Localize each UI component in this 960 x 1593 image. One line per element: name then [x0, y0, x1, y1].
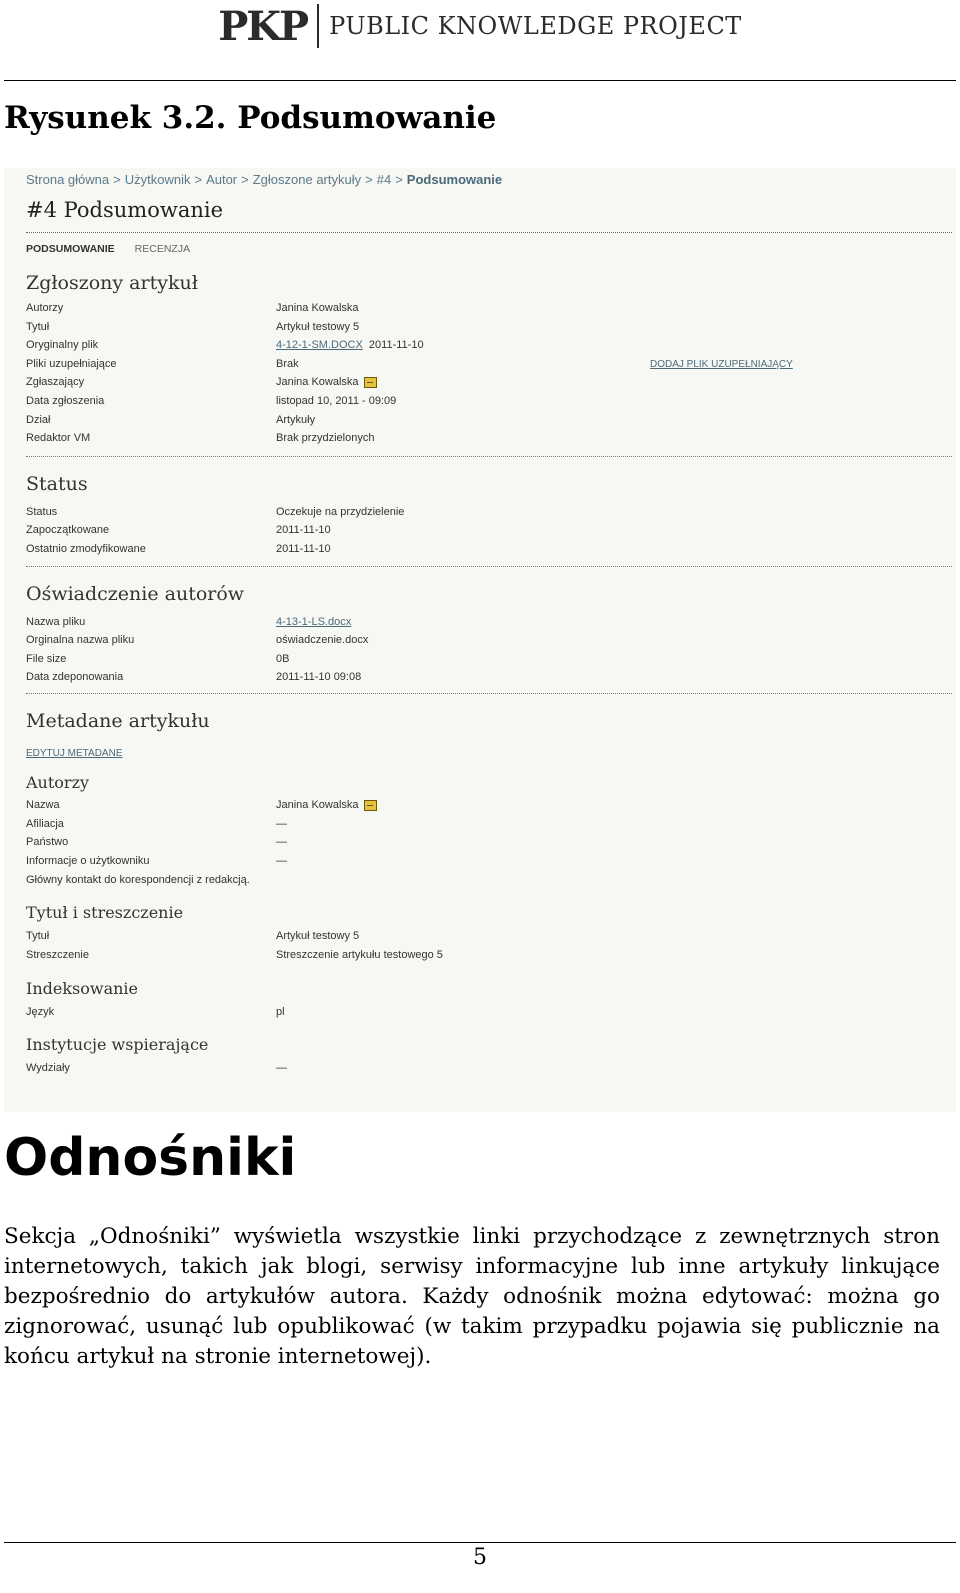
row-value: Brak — [276, 358, 299, 370]
row-label: Streszczenie — [26, 949, 89, 961]
row-value: Janina Kowalska — [276, 376, 359, 388]
pkp-logo-mark: PKP — [218, 2, 308, 50]
row-value: Janina Kowalska — [276, 302, 359, 314]
info-row — [26, 376, 936, 394]
divider — [26, 456, 952, 457]
figure-caption: Rysunek 3.2. Podsumowanie — [4, 100, 497, 136]
info-row — [26, 653, 936, 671]
row-value: Janina Kowalska — [276, 799, 359, 811]
subheading-indexing: Indeksowanie — [26, 979, 138, 998]
info-row — [26, 930, 936, 948]
row-value: 2011-11-10 — [276, 543, 331, 555]
row-label: Status — [26, 506, 58, 518]
page-header — [0, 0, 960, 52]
row-label: Autorzy — [26, 302, 64, 314]
row-value: 2011-11-10 09:08 — [276, 671, 362, 683]
divider — [26, 693, 952, 694]
original-file-link[interactable]: 4-12-1-SM.DOCX — [276, 339, 363, 351]
row-value: — — [276, 1062, 287, 1074]
info-row — [26, 1062, 936, 1080]
row-value: 0B — [276, 653, 290, 665]
breadcrumb-sep: > — [113, 172, 121, 187]
row-label: Afiliacja — [26, 818, 64, 830]
row-label: Nazwa pliku — [26, 616, 86, 628]
info-row — [26, 836, 936, 854]
main-contact-text: Główny kontakt do korespondencji z redakcją. — [26, 874, 250, 886]
row-label: Tytuł — [26, 930, 50, 942]
page-number: 5 — [473, 1545, 487, 1570]
breadcrumb-id[interactable]: #4 — [376, 172, 392, 187]
row-label: Ostatnio zmodyfikowane — [26, 543, 146, 555]
row-value: oświadczenie.docx — [276, 634, 369, 646]
info-row — [26, 543, 936, 561]
tab-summary[interactable]: PODSUMOWANIE — [26, 243, 115, 255]
email-icon[interactable] — [364, 800, 377, 811]
info-row — [26, 432, 936, 450]
tab-bar — [26, 243, 190, 255]
subheading-authors: Autorzy — [26, 773, 90, 792]
add-supp-file-link[interactable]: DODAJ PLIK UZUPEŁNIAJĄCY — [650, 359, 793, 370]
section-heading-status: Status — [26, 473, 88, 495]
page-title: #4 Podsumowanie — [26, 198, 224, 222]
row-label: Dział — [26, 414, 51, 426]
info-row — [26, 671, 936, 689]
footer-rule — [4, 1542, 956, 1543]
row-label: Język — [26, 1006, 55, 1018]
row-label: Wydziały — [26, 1062, 70, 1074]
logo-divider — [317, 4, 319, 48]
breadcrumb-author[interactable]: Autor — [206, 172, 238, 187]
row-label: Data zgłoszenia — [26, 395, 105, 407]
row-value: — — [276, 818, 287, 830]
info-row — [26, 799, 936, 817]
breadcrumb — [26, 172, 502, 187]
info-row — [26, 949, 936, 967]
info-row — [26, 1006, 936, 1024]
row-value: Artykuł testowy 5 — [276, 321, 360, 333]
row-label: Redaktor VM — [26, 432, 91, 444]
header-rule — [4, 80, 956, 81]
row-value: 2011-11-10 — [276, 524, 331, 536]
row-label: Państwo — [26, 836, 69, 848]
row-label: File size — [26, 653, 67, 665]
info-row — [26, 414, 936, 432]
divider — [26, 232, 952, 233]
breadcrumb-submissions[interactable]: Zgłoszone artykuły — [252, 172, 362, 187]
row-value: Brak przydzielonych — [276, 432, 375, 444]
info-row — [26, 616, 936, 634]
breadcrumb-sep: > — [241, 172, 249, 187]
row-label: Orginalna nazwa pliku — [26, 634, 135, 646]
tab-review[interactable]: RECENZJA — [134, 243, 191, 255]
row-value: Streszczenie artykułu testowego 5 — [276, 949, 443, 961]
row-value: Oczekuje na przydzielenie — [276, 506, 405, 518]
subheading-title-abstract: Tytuł i streszczenie — [26, 903, 184, 922]
info-row — [26, 524, 936, 542]
edit-metadata-link[interactable]: EDYTUJ METADANE — [26, 748, 123, 759]
subheading-supporting: Instytucje wspierające — [26, 1035, 209, 1054]
row-value: Artykuł testowy 5 — [276, 930, 360, 942]
pkp-logo-text: PUBLIC KNOWLEDGE PROJECT — [329, 12, 742, 40]
row-label: Informacje o użytkowniku — [26, 855, 150, 867]
breadcrumb-home[interactable]: Strona główna — [26, 172, 110, 187]
info-row — [26, 818, 936, 836]
info-row — [26, 395, 936, 413]
breadcrumb-sep: > — [395, 172, 403, 187]
row-label: Zapoczątkowane — [26, 524, 110, 536]
section-heading-metadata: Metadane artykułu — [26, 710, 210, 732]
original-file-date: 2011-11-10 — [368, 339, 424, 351]
divider — [26, 566, 952, 567]
row-value: listopad 10, 2011 - 09:09 — [276, 395, 397, 407]
info-row — [26, 339, 936, 357]
pkp-logo — [218, 3, 742, 50]
breadcrumb-sep: > — [365, 172, 373, 187]
info-row — [26, 302, 936, 320]
row-label: Tytuł — [26, 321, 50, 333]
info-row — [26, 634, 936, 652]
row-label: Oryginalny plik — [26, 339, 99, 351]
section-heading-references: Odnośniki — [4, 1128, 297, 1188]
row-value: Artykuły — [276, 414, 316, 426]
info-row — [26, 321, 936, 339]
row-value: — — [276, 836, 287, 848]
row-value: — — [276, 855, 287, 867]
row-label: Data zdeponowania — [26, 671, 124, 683]
email-icon[interactable] — [364, 377, 377, 388]
row-label: Nazwa — [26, 799, 60, 811]
declaration-file-link[interactable]: 4-13-1-LS.docx — [276, 616, 352, 628]
info-row — [26, 506, 936, 524]
summary-screenshot — [4, 168, 956, 1112]
row-label: Zgłaszający — [26, 376, 85, 388]
row-value: pl — [276, 1006, 285, 1018]
body-paragraph: Sekcja „Odnośniki” wyświetla wszystkie linki przychodzące z zewnętrznych stron internetowych, takich jak blogi, serwisy informacyjne lub inne artykuły linkujące bezpośrednio do artykułów autora. Każdy odnośnik można edytować: można go zignorować, usunąć lub opublikować (w takim przypadku pojawia się publicznie na końcu artykuł na stronie internetowej). — [4, 1224, 940, 1369]
breadcrumb-user[interactable]: Użytkownik — [124, 172, 191, 187]
breadcrumb-sep: > — [194, 172, 203, 187]
row-label: Pliki uzupełniające — [26, 358, 117, 370]
breadcrumb-current[interactable]: Podsumowanie — [406, 172, 503, 187]
main-contact-note — [26, 874, 936, 892]
section-heading-submission: Zgłoszony artykuł — [26, 272, 198, 294]
section-heading-declaration: Oświadczenie autorów — [26, 583, 245, 605]
info-row — [26, 358, 936, 376]
info-row — [26, 855, 936, 873]
